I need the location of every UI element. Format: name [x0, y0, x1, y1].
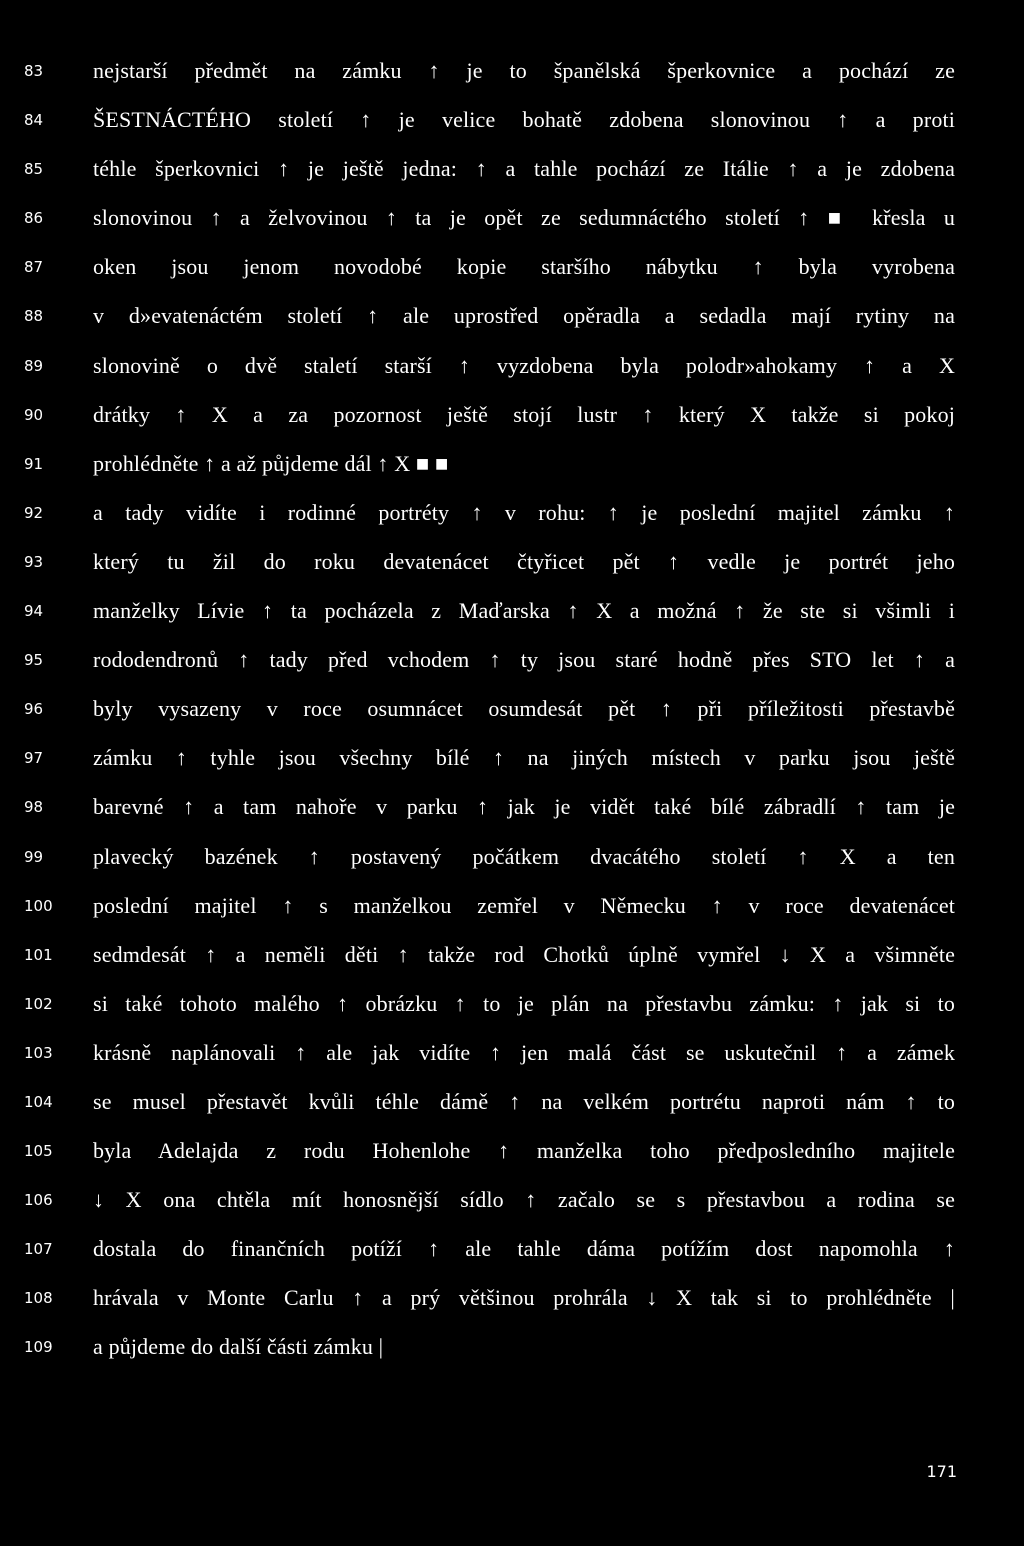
line-number: 85: [24, 160, 44, 179]
line-number: 106: [24, 1191, 53, 1210]
line-text: dostala do finančních potíží ↑ ale tahle dáma potížím dost napomohla ↑: [93, 1236, 955, 1262]
line-text: téhle šperkovnici ↑ je ještě jedna: ↑ a tahle pochází ze Itálie ↑ a je zdobena: [93, 156, 955, 182]
transcript-line: [0, 1034, 1024, 1083]
line-number: 96: [24, 700, 44, 719]
transcript-line: [0, 347, 1024, 396]
line-number: 104: [24, 1092, 53, 1111]
page-number: 171: [926, 1462, 957, 1481]
line-text: poslední majitel ↑ s manželkou zemřel v Německu ↑ v roce devatenácet: [93, 892, 955, 918]
transcript-line: [0, 690, 1024, 739]
line-text: rododendronů ↑ tady před vchodem ↑ ty jsou staré hodně přes STO let ↑ a: [93, 647, 955, 673]
transcript-line: [0, 1230, 1024, 1279]
line-number: 108: [24, 1289, 53, 1308]
transcript-line: [0, 543, 1024, 592]
line-text: byla Adelajda z rodu Hohenlohe ↑ manželka toho předposledního majitele: [93, 1138, 955, 1164]
line-number: 101: [24, 945, 53, 964]
transcript-line: [0, 1181, 1024, 1230]
line-text: barevné ↑ a tam nahoře v parku ↑ jak je vidět také bílé zábradlí ↑ tam je: [93, 794, 955, 820]
line-number: 107: [24, 1240, 53, 1259]
line-number: 90: [24, 405, 44, 424]
line-number: 84: [24, 111, 44, 130]
line-text: drátky ↑ X a za pozornost ještě stojí lustr ↑ který X takže si pokoj: [93, 401, 955, 427]
transcript-line: [0, 199, 1024, 248]
line-number: 109: [24, 1338, 53, 1357]
line-text: manželky Lívie ↑ ta pocházela z Maďarska ↑ X a možná ↑ že ste si všimli i: [93, 598, 955, 624]
line-text: v d»evatenáctém století ↑ ale uprostřed opěradla a sedadla mají rytiny na: [93, 303, 955, 329]
transcript-line: [0, 1083, 1024, 1132]
line-number: 91: [24, 454, 44, 473]
line-text: nejstarší předmět na zámku ↑ je to španělská šperkovnice a pochází ze: [93, 58, 955, 83]
line-text: sedmdesát ↑ a neměli děti ↑ takže rod Chotků úplně vymřel ↓ X a všimněte: [93, 941, 955, 967]
line-text: prohlédněte ↑ a až půjdeme dál ↑ X ■ ■: [93, 450, 449, 476]
line-text: ŠESTNÁCTÉHO století ↑ je velice bohatě zdobena slonovinou ↑ a proti: [93, 107, 955, 133]
transcript-line: [0, 1279, 1024, 1328]
transcript-line: [0, 838, 1024, 887]
line-number: 87: [24, 258, 44, 277]
line-number: 98: [24, 798, 44, 817]
line-number: 105: [24, 1142, 53, 1161]
line-number: 83: [24, 62, 44, 80]
transcript-line: [0, 985, 1024, 1034]
transcript-line: [0, 101, 1024, 150]
line-text: plavecký bazének ↑ postavený počátkem dvacátého století ↑ X a ten: [93, 843, 955, 869]
line-number: 94: [24, 602, 44, 621]
line-number: 102: [24, 994, 53, 1013]
transcript-line: [0, 1132, 1024, 1181]
line-number: 97: [24, 749, 44, 768]
transcript-line: [0, 396, 1024, 445]
line-text: krásně naplánovali ↑ ale jak vidíte ↑ jen malá část se uskutečnil ↑ a zámek: [93, 1039, 955, 1065]
line-text: hrávala v Monte Carlu ↑ a prý většinou prohrála ↓ X tak si to prohlédněte |: [93, 1285, 955, 1311]
line-text: oken jsou jenom novodobé kopie staršího nábytku ↑ byla vyrobena: [93, 254, 955, 280]
transcript-line: [0, 788, 1024, 837]
line-text: a tady vidíte i rodinné portréty ↑ v rohu: ↑ je poslední majitel zámku ↑: [93, 499, 955, 525]
line-number: 99: [24, 847, 44, 866]
line-text: se musel přestavět kvůli téhle dámě ↑ na velkém portrétu naproti nám ↑ to: [93, 1088, 955, 1114]
transcript-line: [0, 248, 1024, 297]
transcript-lines: [0, 52, 1024, 1378]
transcript-line: [0, 150, 1024, 199]
transcript-line: [0, 445, 1024, 494]
line-number: 88: [24, 307, 44, 326]
line-text: slonovinou ↑ a želvovinou ↑ ta je opět ze sedumnáctého století ↑ ■ křesla u: [93, 205, 955, 231]
line-number: 92: [24, 503, 44, 522]
line-number: 95: [24, 651, 44, 670]
line-text: si také tohoto malého ↑ obrázku ↑ to je plán na přestavbu zámku: ↑ jak si to: [93, 990, 955, 1016]
line-number: 103: [24, 1043, 53, 1062]
line-number: 86: [24, 209, 44, 228]
line-text: byly vysazeny v roce osumnácet osumdesát pět ↑ při příležitosti přestavbě: [93, 696, 955, 722]
transcript-line: [0, 887, 1024, 936]
transcript-line: [0, 52, 1024, 101]
transcript-line: [0, 592, 1024, 641]
transcript-line: [0, 641, 1024, 690]
transcript-line: [0, 297, 1024, 346]
line-text: a půjdeme do další části zámku |: [93, 1334, 384, 1360]
transcript-line: [0, 494, 1024, 543]
line-text: slonovině o dvě staletí starší ↑ vyzdobena byla polodr»ahokamy ↑ a X: [93, 352, 955, 378]
line-text: který tu žil do roku devatenácet čtyřicet pět ↑ vedle je portrét jeho: [93, 548, 955, 574]
transcript-line: [0, 936, 1024, 985]
line-number: 93: [24, 552, 44, 571]
line-text: ↓ X ona chtěla mít honosnější sídlo ↑ začalo se s přestavbou a rodina se: [93, 1187, 955, 1213]
transcript-line: [0, 739, 1024, 788]
line-number: 89: [24, 356, 44, 375]
line-text: zámku ↑ tyhle jsou všechny bílé ↑ na jiných místech v parku jsou ještě: [93, 745, 955, 771]
line-number: 100: [24, 896, 53, 915]
transcript-line: [0, 1328, 1024, 1377]
